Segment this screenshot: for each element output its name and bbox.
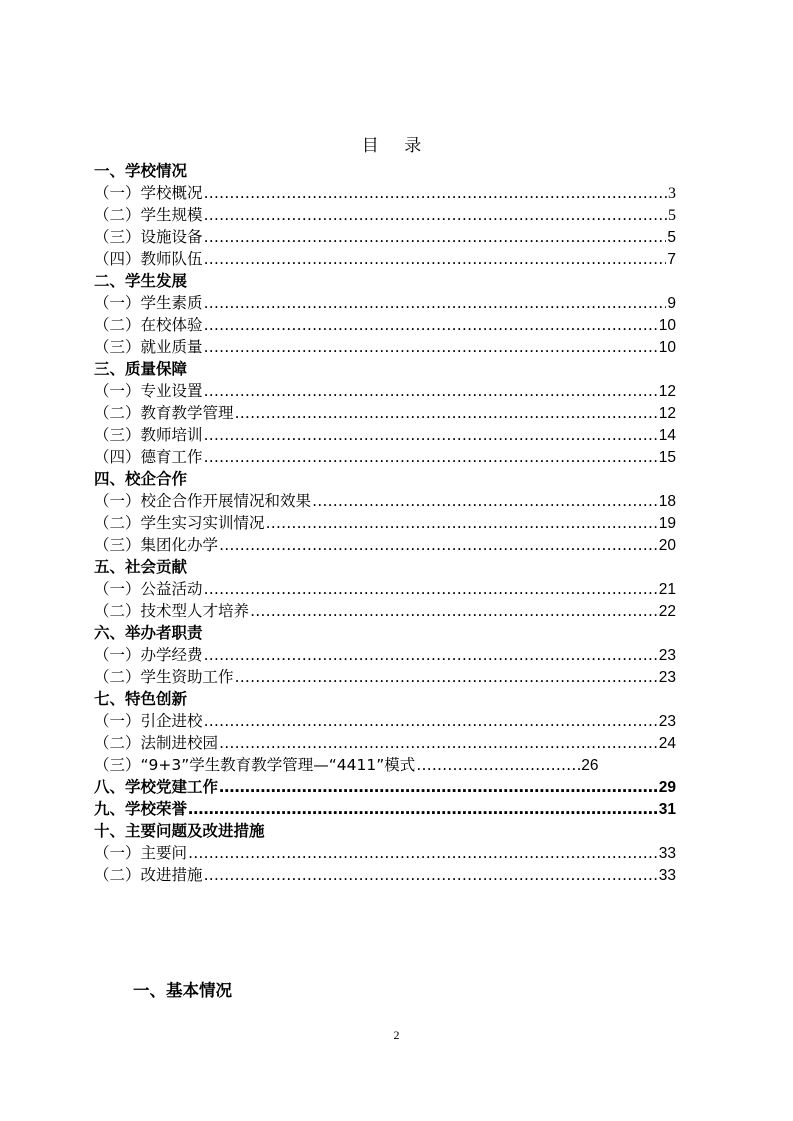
toc-leader-dots	[204, 710, 658, 732]
toc-leader-dots	[188, 798, 658, 820]
toc-leader-dots	[235, 402, 658, 424]
toc-section-entry[interactable]	[94, 754, 676, 776]
toc-chapter-entry[interactable]	[94, 468, 676, 490]
toc-page-number: 10	[658, 339, 676, 356]
toc-section-entry[interactable]	[94, 336, 676, 358]
toc-entry-label: 八、学校党建工作	[94, 778, 219, 796]
toc-page-number: 23	[658, 669, 676, 686]
toc-chapter-entry[interactable]	[94, 688, 676, 710]
toc-page-number: 20	[658, 537, 676, 554]
toc-section-entry[interactable]	[94, 490, 676, 512]
toc-section-entry[interactable]	[94, 864, 676, 886]
toc-section-entry[interactable]	[94, 600, 676, 622]
toc-entry-label: （三）设施设备	[94, 228, 203, 246]
toc-leader-dots	[204, 292, 667, 314]
toc-page-number: 23	[658, 713, 676, 730]
toc-entry-label: （二）在校体验	[94, 316, 203, 334]
toc-chapter-entry[interactable]	[94, 798, 676, 820]
toc-section-entry[interactable]	[94, 666, 676, 688]
toc-section-entry[interactable]	[94, 732, 676, 754]
toc-page-number: 5	[667, 229, 676, 246]
toc-leader-dots	[204, 446, 658, 468]
toc-leader-dots	[235, 666, 658, 688]
toc-entry-label: （二）学生实习实训情况	[94, 514, 265, 532]
toc-entry-label: （一）学生素质	[94, 294, 203, 312]
toc-page-number: 12	[658, 383, 676, 400]
toc-leader-dots	[204, 336, 658, 358]
toc-entry-label: （二）法制进校园	[94, 734, 219, 752]
toc-entry-label: （三）教师培训	[94, 426, 203, 444]
toc-page-number: 10	[658, 317, 676, 334]
toc-entry-label: 四、校企合作	[94, 470, 188, 488]
toc-chapter-entry[interactable]	[94, 358, 676, 380]
toc-entry-label: （二）学生规模	[94, 206, 203, 224]
toc-page-number: 31	[658, 801, 676, 818]
toc-entry-label: （一）办学经费	[94, 646, 203, 664]
toc-title: 目 录	[361, 136, 432, 156]
toc-section-entry[interactable]	[94, 710, 676, 732]
toc-page-number: 22	[658, 603, 676, 620]
toc-page-number: 18	[658, 493, 676, 510]
toc-entry-label: （二）学生资助工作	[94, 668, 234, 686]
toc-chapter-entry[interactable]	[94, 270, 676, 292]
toc-entry-label: （四）德育工作	[94, 448, 203, 466]
toc-page-number: 9	[667, 295, 676, 312]
page-number: 2	[393, 1028, 400, 1042]
toc-leader-dots	[204, 864, 658, 886]
toc-section-entry[interactable]	[94, 578, 676, 600]
toc-entry-label: （一）主要问	[94, 844, 188, 862]
toc-leader-dots	[416, 754, 580, 776]
toc-entry-label: 十、主要问题及改进措施	[94, 822, 265, 840]
toc-entry-label: （一）校企合作开展情况和效果	[94, 492, 312, 510]
toc-entry-label: 五、社会贡献	[94, 558, 188, 576]
toc-leader-dots	[204, 644, 658, 666]
toc-section-entry[interactable]	[94, 446, 676, 468]
toc-entry-label: （一）专业设置	[94, 382, 203, 400]
toc-leader-dots	[266, 512, 658, 534]
toc-leader-dots	[204, 314, 658, 336]
toc-entry-label: （一）引企进校	[94, 712, 203, 730]
toc-leader-dots	[204, 182, 667, 204]
toc-page-number: 12	[658, 405, 676, 422]
toc-chapter-entry[interactable]	[94, 776, 676, 798]
toc-entry-label: （二）教育教学管理	[94, 404, 234, 422]
toc-page-number: 24	[658, 735, 676, 752]
toc-entry-label: 九、学校荣誉	[94, 800, 188, 818]
toc-page-number: 7	[667, 251, 676, 268]
toc-leader-dots	[204, 204, 667, 226]
toc-page-number: 14	[658, 427, 676, 444]
toc-section-entry[interactable]	[94, 424, 676, 446]
table-of-contents	[94, 160, 676, 886]
toc-leader-dots	[204, 578, 658, 600]
toc-section-entry[interactable]	[94, 380, 676, 402]
toc-page-number: 33	[658, 845, 676, 862]
toc-section-entry[interactable]	[94, 314, 676, 336]
toc-leader-dots	[188, 842, 658, 864]
toc-page-number: 5	[668, 207, 676, 224]
toc-entry-label: （四）教师队伍	[94, 250, 203, 268]
toc-page-number: 19	[658, 515, 676, 532]
toc-leader-dots	[312, 490, 658, 512]
toc-leader-dots	[219, 732, 658, 754]
toc-section-entry[interactable]	[94, 182, 676, 204]
toc-leader-dots	[219, 776, 658, 798]
toc-entry-label: （一）公益活动	[94, 580, 203, 598]
toc-section-entry[interactable]	[94, 402, 676, 424]
toc-page-number: 15	[658, 449, 676, 466]
toc-entry-label: 六、举办者职责	[94, 624, 203, 642]
toc-leader-dots	[204, 424, 658, 446]
toc-entry-label: （三）就业质量	[94, 338, 203, 356]
toc-page-number: 21	[658, 581, 676, 598]
toc-section-entry[interactable]	[94, 248, 676, 270]
toc-section-entry[interactable]	[94, 842, 676, 864]
toc-leader-dots	[204, 380, 658, 402]
toc-page-number: 33	[658, 867, 676, 884]
toc-chapter-entry[interactable]	[94, 556, 676, 578]
toc-section-entry[interactable]	[94, 204, 676, 226]
toc-section-entry[interactable]	[94, 512, 676, 534]
toc-leader-dots	[219, 534, 658, 556]
toc-leader-dots	[204, 248, 667, 270]
toc-page-number: 23	[658, 647, 676, 664]
toc-section-entry[interactable]	[94, 226, 676, 248]
toc-entry-label: （三）集团化办学	[94, 536, 219, 554]
toc-page-number: 3	[668, 185, 676, 202]
toc-entry-label: 一、学校情况	[94, 162, 188, 180]
toc-section-entry[interactable]	[94, 534, 676, 556]
toc-entry-label: （三）“9+3”学生教育教学管理—“4411”模式	[94, 756, 416, 774]
section-heading: 一、基本情况	[133, 981, 232, 1000]
toc-section-entry[interactable]	[94, 292, 676, 314]
toc-chapter-entry[interactable]	[94, 160, 676, 182]
toc-entry-label: 三、质量保障	[94, 360, 188, 378]
toc-chapter-entry[interactable]	[94, 820, 676, 842]
toc-chapter-entry[interactable]	[94, 622, 676, 644]
toc-entry-label: 二、学生发展	[94, 272, 188, 290]
toc-leader-dots	[204, 226, 667, 248]
toc-entry-label: （二）改进措施	[94, 866, 203, 884]
toc-leader-dots	[250, 600, 658, 622]
toc-page-number: 26	[581, 757, 599, 774]
toc-entry-label: （一）学校概况	[94, 184, 203, 202]
toc-entry-label: 七、特色创新	[94, 690, 188, 708]
toc-entry-label: （二）技术型人才培养	[94, 602, 250, 620]
toc-section-entry[interactable]	[94, 644, 676, 666]
toc-page-number: 29	[658, 779, 676, 796]
